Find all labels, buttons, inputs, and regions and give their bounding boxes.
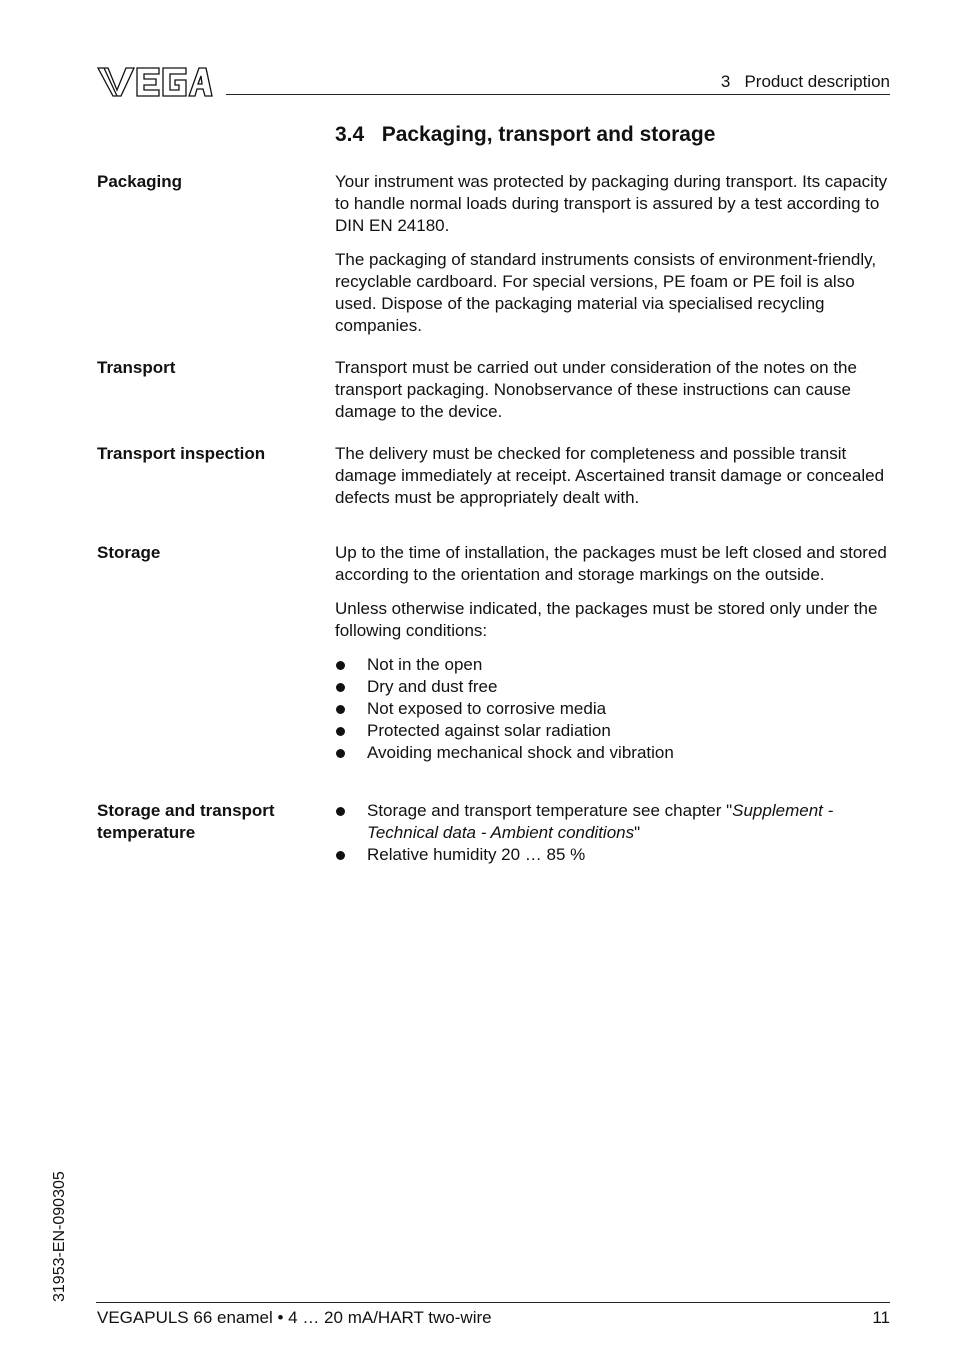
transport-paragraph: Transport must be carried out under consideration of the notes on the transport packaging. Nonobservance of these instructions can cause damage to the device. [335,358,857,421]
page-number: 11 [872,1308,890,1327]
label-storage-transport-temperature: Storage and transport temperature [97,801,275,842]
list-item [335,720,891,742]
list-item [335,654,891,676]
label-packaging: Packaging [97,172,183,191]
bullet-icon [336,683,345,692]
list-item-text: Not exposed to corrosive media [367,699,607,718]
label-transport: Transport [97,358,176,377]
footer-rule [96,1302,890,1303]
list-item [335,698,891,720]
list-item-text: Not in the open [367,655,483,674]
temperature-item-suffix: " [634,823,641,842]
header-rule [226,94,890,95]
list-item-text: Dry and dust free [367,677,498,696]
storage-paragraph-1: Up to the time of installation, the packages must be left closed and stored according to the orientation and storage markings on the outside. [335,543,887,584]
label-transport-inspection: Transport inspection [97,444,266,463]
bullet-icon [336,851,345,860]
bullet-icon [336,807,345,816]
storage-conditions-list [335,654,891,764]
vega-logo [96,66,214,98]
list-item [335,676,891,698]
packaging-paragraph-2: The packaging of standard instruments consists of environment-friendly, recyclable cardboard. For special versions, PE foam or PE foil is also used. Dispose of the packaging material via specialised recycling companies. [335,250,877,335]
packaging-text [335,171,891,349]
label-storage: Storage [97,543,161,562]
temperature-list [335,800,891,866]
header-section-label: 3 Product description [720,72,890,91]
storage-text [335,542,891,764]
list-item [335,844,891,866]
list-item [335,742,891,764]
bullet-icon [336,705,345,714]
packaging-paragraph-1: Your instrument was protected by packaging during transport. Its capacity to handle normal loads during transport is assured by a test according to DIN EN 24180. [335,172,888,235]
temperature-text [335,800,891,866]
transport-inspection-paragraph: The delivery must be checked for completeness and possible transit damage immediately at receipt. Ascertained transit damage or concealed defects must be appropriately dealt with. [335,444,885,507]
list-item-text: Protected against solar radiation [367,721,611,740]
bullet-icon [336,661,345,670]
humidity-item: Relative humidity 20 … 85 % [367,845,586,864]
footer-product-name: VEGAPULS 66 enamel • 4 … 20 mA/HART two-wire [97,1308,492,1327]
bullet-icon [336,749,345,758]
bullet-icon [336,727,345,736]
temperature-item-prefix: Storage and transport temperature see chapter " [367,801,733,820]
list-item-text: Avoiding mechanical shock and vibration [367,743,674,762]
storage-paragraph-2: Unless otherwise indicated, the packages must be stored only under the following conditions: [335,599,878,640]
list-item [335,800,891,844]
document-code: 31953-EN-090305 [51,1171,68,1302]
section-title: 3.4 Packaging, transport and storage [335,123,716,146]
transport-inspection-text [335,443,891,521]
chapter-reference: Supplement - Technical data - Ambient conditions [367,801,834,842]
transport-text [335,357,891,435]
